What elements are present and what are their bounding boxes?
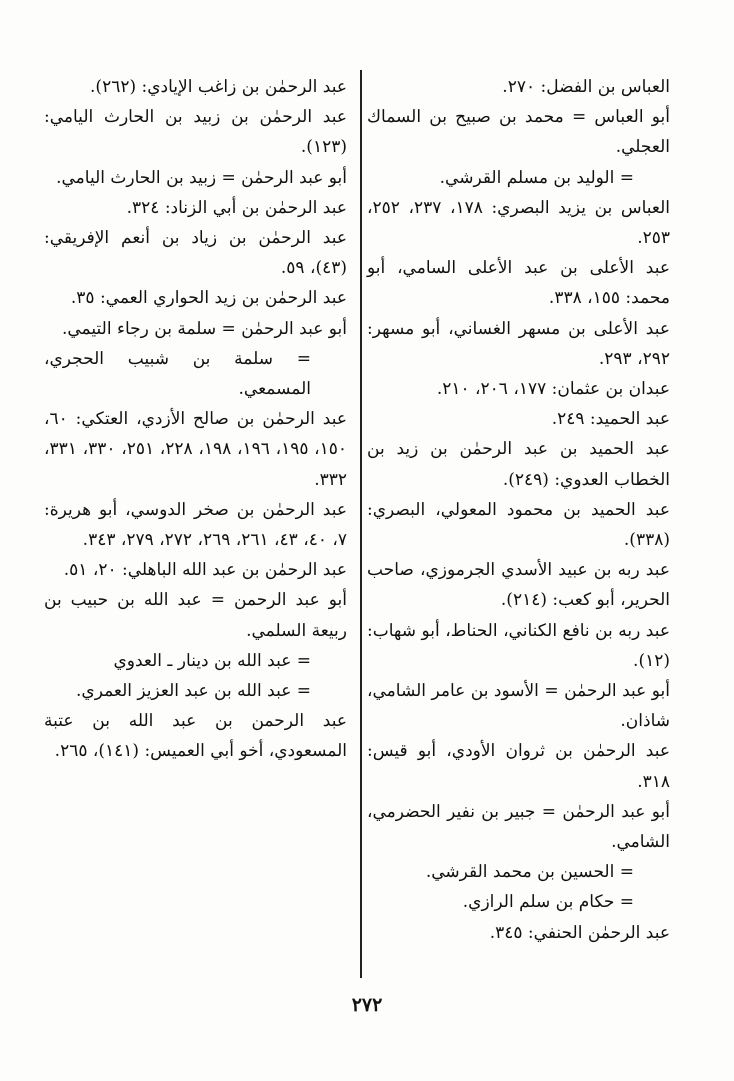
column-divider <box>360 70 362 978</box>
index-entry: = سلمة بن شبيب الحجري، المسمعي. <box>44 348 311 400</box>
index-entry: عبد الرحمٰن بن زاغب الإيادي: (٢٦٢). <box>90 77 347 97</box>
index-entry: أبو العباس = محمد بن صبيح بن السماك العجلي. <box>367 107 670 158</box>
index-entry: أبو عبد الرحمٰن = جبير بن نفير الحضرمي، الشامي. <box>367 801 670 853</box>
index-entry: عبد ربه بن نافع الكناني، الحناط، أبو شهاب: (١٢). <box>367 620 670 671</box>
index-entry: = حكام بن سلم الرازي. <box>462 892 634 913</box>
index-entry: عبد الرحمٰن بن صخر الدوسي، أبو هريرة: ٧، ٤٠، ٤٣، ٢٦١، ٢٦٩، ٢٧٢، ٢٧٩، ٣٤٣. <box>44 499 347 551</box>
index-entry: = عبد الله بن دينار ـ العدوي <box>113 650 311 671</box>
index-entry: عبد الحميد: ٢٤٩. <box>551 409 670 430</box>
index-entry: عبد الرحمٰن بن أبي الزناد: ٣٢٤. <box>126 197 347 218</box>
index-entry: أبو عبد الرحمن = عبد الله بن حبيب بن ربيعة السلمي. <box>44 590 347 641</box>
index-entry: أبو عبد الرحمٰن = زبيد بن الحارث اليامي. <box>56 167 347 188</box>
index-entry: العباس بن الفضل: ٢٧٠. <box>502 77 670 97</box>
index-entry: العباس بن يزيد البصري: ١٧٨، ٢٣٧، ٢٥٢، ٢٥٣. <box>367 197 671 249</box>
page-number: ٢٧٢ <box>351 994 383 1016</box>
index-entry: = الوليد بن مسلم القرشي. <box>439 167 634 188</box>
index-entry: عبد الرحمٰن الحنفي: ٣٤٥. <box>489 922 670 943</box>
index-column-right <box>367 72 670 992</box>
index-entry: عبد الحميد بن عبد الرحمٰن بن زيد بن الخطاب العدوي: (٢٤٩). <box>367 439 670 490</box>
index-entry: عبد الرحمٰن بن زيد الحواري العمي: ٣٥. <box>70 288 347 309</box>
index-entry: عبدان بن عثمان: ١٧٧، ٢٠٦، ٢١٠. <box>436 379 670 400</box>
index-entry: عبد ربه بن عبيد الأسدي الجرموزي، صاحب الحرير، أبو كعب: (٢١٤). <box>367 560 670 611</box>
index-entry: = عبد الله بن عبد العزيز العمري. <box>76 681 311 702</box>
index-entry: عبد الحميد بن محمود المعولي، البصري: (٣٣٨). <box>367 499 670 551</box>
index-entry: عبد الرحمٰن بن زياد بن أنعم الإفريقي: (٤٣)، ٥٩. <box>44 228 347 279</box>
index-entry: عبد الأعلى بن عبد الأعلى السامي، أبو محمد: ١٥٥، ٣٣٨. <box>367 258 670 309</box>
index-entry: أبو عبد الرحمٰن = الأسود بن عامر الشامي، شاذان. <box>367 681 670 732</box>
index-entry: عبد الأعلى بن مسهر الغساني، أبو مسهر: ٢٩٢، ٢٩٣. <box>367 318 670 369</box>
index-entry: = الحسين بن محمد القرشي. <box>425 862 634 883</box>
index-entry: عبد الرحمٰن بن ثروان الأودي، أبو قيس: ٣١٨. <box>367 741 670 792</box>
index-column-left <box>44 72 347 992</box>
index-entry: عبد الرحمٰن بن صالح الأزدي، العتكي: ٦٠، ١٥٠، ١٩٥، ١٩٦، ١٩٨، ٢٢٨، ٢٥١، ٣٣٠، ٣٣١، ٣٣٢. <box>44 409 348 490</box>
index-entry: عبد الرحمٰن بن عبد الله الباهلي: ٢٠، ٥١. <box>63 560 347 581</box>
index-entry: أبو عبد الرحمٰن = سلمة بن رجاء التيمي. <box>61 318 347 339</box>
index-entry: عبد الرحمن بن عبد الله بن عتبة المسعودي، أخو أبي العميس: (١٤١)، ٢٦٥. <box>44 711 347 762</box>
index-entry: عبد الرحمٰن بن زبيد بن الحارث اليامي: (١٢٣). <box>44 107 347 158</box>
